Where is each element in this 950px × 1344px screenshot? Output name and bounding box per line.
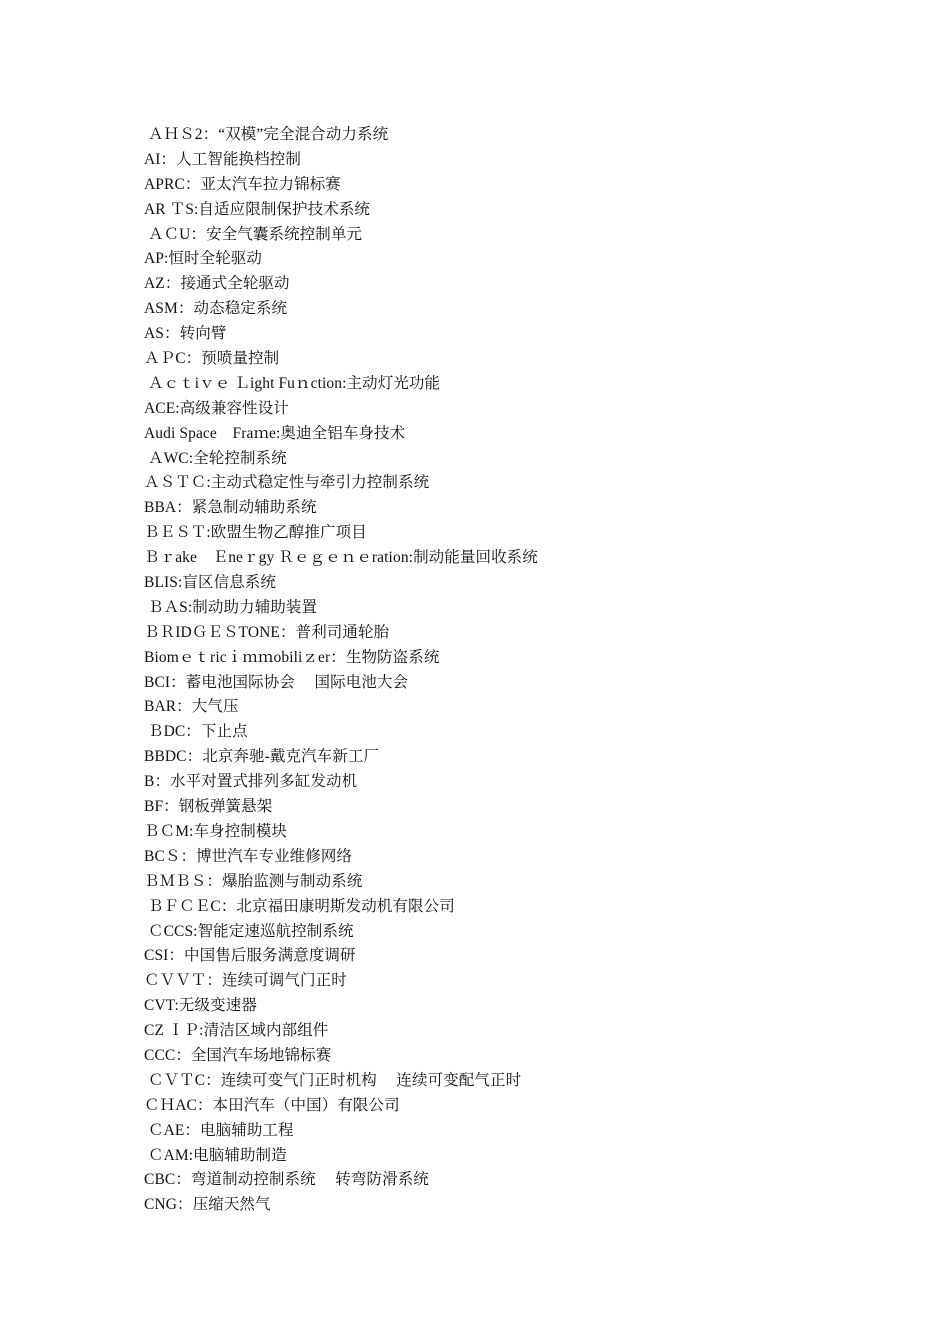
glossary-list	[144, 123, 844, 1218]
glossary-entry: BCI：蓄电池国际协会 国际电池大会	[144, 673, 409, 691]
glossary-entry: ＢＡS:制动助力辅助装置	[144, 598, 318, 616]
glossary-entry: CVT:无级变速器	[144, 997, 257, 1015]
glossary-entry: AZ：接通式全轮驱动	[144, 275, 290, 293]
glossary-entry: BLIS:盲区信息系统	[144, 574, 276, 592]
glossary-entry: BCＳ：博世汽车专业维修网络	[144, 847, 353, 865]
glossary-entry: ＣＨAC：本田汽车（中国）有限公司	[144, 1096, 400, 1114]
glossary-entry: ＣAM:电脑辅助制造	[144, 1146, 287, 1164]
glossary-entry: AP:恒时全轮驱动	[144, 250, 263, 268]
glossary-entry: ＣCCS:智能定速巡航控制系统	[144, 922, 354, 940]
glossary-entry: BAR：大气压	[144, 698, 239, 716]
glossary-entry: ＡWC:全轮控制系统	[144, 449, 287, 467]
glossary-entry: ACE:高级兼容性设计	[144, 399, 289, 417]
glossary-entry: Ｂｒake Ｅneｒgy Ｒｅｇｅｎｅration:制动能量回收系统	[144, 549, 538, 567]
glossary-entry: AS：转向臂	[144, 325, 227, 343]
glossary-entry: B：水平对置式排列多缸发动机	[144, 773, 358, 791]
glossary-entry: ＡＣU：安全气囊系统控制单元	[144, 225, 363, 243]
glossary-entry: ＣAE：电脑辅助工程	[144, 1121, 294, 1139]
glossary-entry: AR ＴS:自适应限制保护技术系统	[144, 200, 371, 218]
glossary-entry: ＢＣM:车身控制模块	[144, 822, 288, 840]
glossary-entry: ＣＶＴC：连续可变气门正时机构 连续可变配气正时	[144, 1071, 522, 1089]
glossary-entry: CCC：全国汽车场地锦标赛	[144, 1046, 332, 1064]
glossary-entry: ＡＨＳ2：“双模”完全混合动力系统	[144, 126, 389, 143]
glossary-entry: ＡＳＴＣ:主动式稳定性与牵引力控制系统	[144, 474, 430, 492]
glossary-entry: ＢＲIDＧＥＳTONE：普利司通轮胎	[144, 623, 390, 641]
glossary-entry: ＣＶＶＴ：连续可调气门正时	[144, 972, 347, 990]
glossary-entry: AI：人工智能换档控制	[144, 150, 301, 168]
glossary-entry: BBDC：北京奔驰-戴克汽车新工厂	[144, 748, 380, 766]
glossary-entry: ＢDC：下止点	[144, 723, 248, 741]
glossary-entry: CNG：压缩天然气	[144, 1196, 271, 1214]
glossary-entry: Audi Space Fraｍe:奥迪全铝车身技术	[144, 424, 406, 442]
glossary-entry: CZ ＩＰ:清洁区域内部组件	[144, 1022, 329, 1040]
glossary-entry: ASM：动态稳定系统	[144, 300, 288, 318]
glossary-entry: CBC：弯道制动控制系统 转弯防滑系统	[144, 1171, 429, 1189]
glossary-entry: ＢＦＣＥC：北京福田康明斯发动机有限公司	[144, 897, 455, 915]
glossary-entry: ＢＭＢＳ：爆胎监测与制动系统	[144, 872, 363, 890]
glossary-entry: BF：钢板弹簧悬架	[144, 798, 273, 816]
glossary-entry: APRC：亚太汽车拉力锦标赛	[144, 175, 341, 193]
glossary-entry: Ａｃｔiｖｅ Ｌight Fuｎction:主动灯光功能	[144, 374, 441, 392]
glossary-entry: ＢＥＳＴ:欧盟生物乙醇推广项目	[144, 524, 367, 542]
glossary-entry: CSI：中国售后服务满意度调研	[144, 947, 356, 965]
glossary-entry: ＡＰC：预喷量控制	[144, 350, 280, 368]
glossary-entry: BBA：紧急制动辅助系统	[144, 499, 317, 517]
glossary-entry: Biomｅｔricｉｍｍobiliｚer：生物防盗系统	[144, 648, 440, 666]
